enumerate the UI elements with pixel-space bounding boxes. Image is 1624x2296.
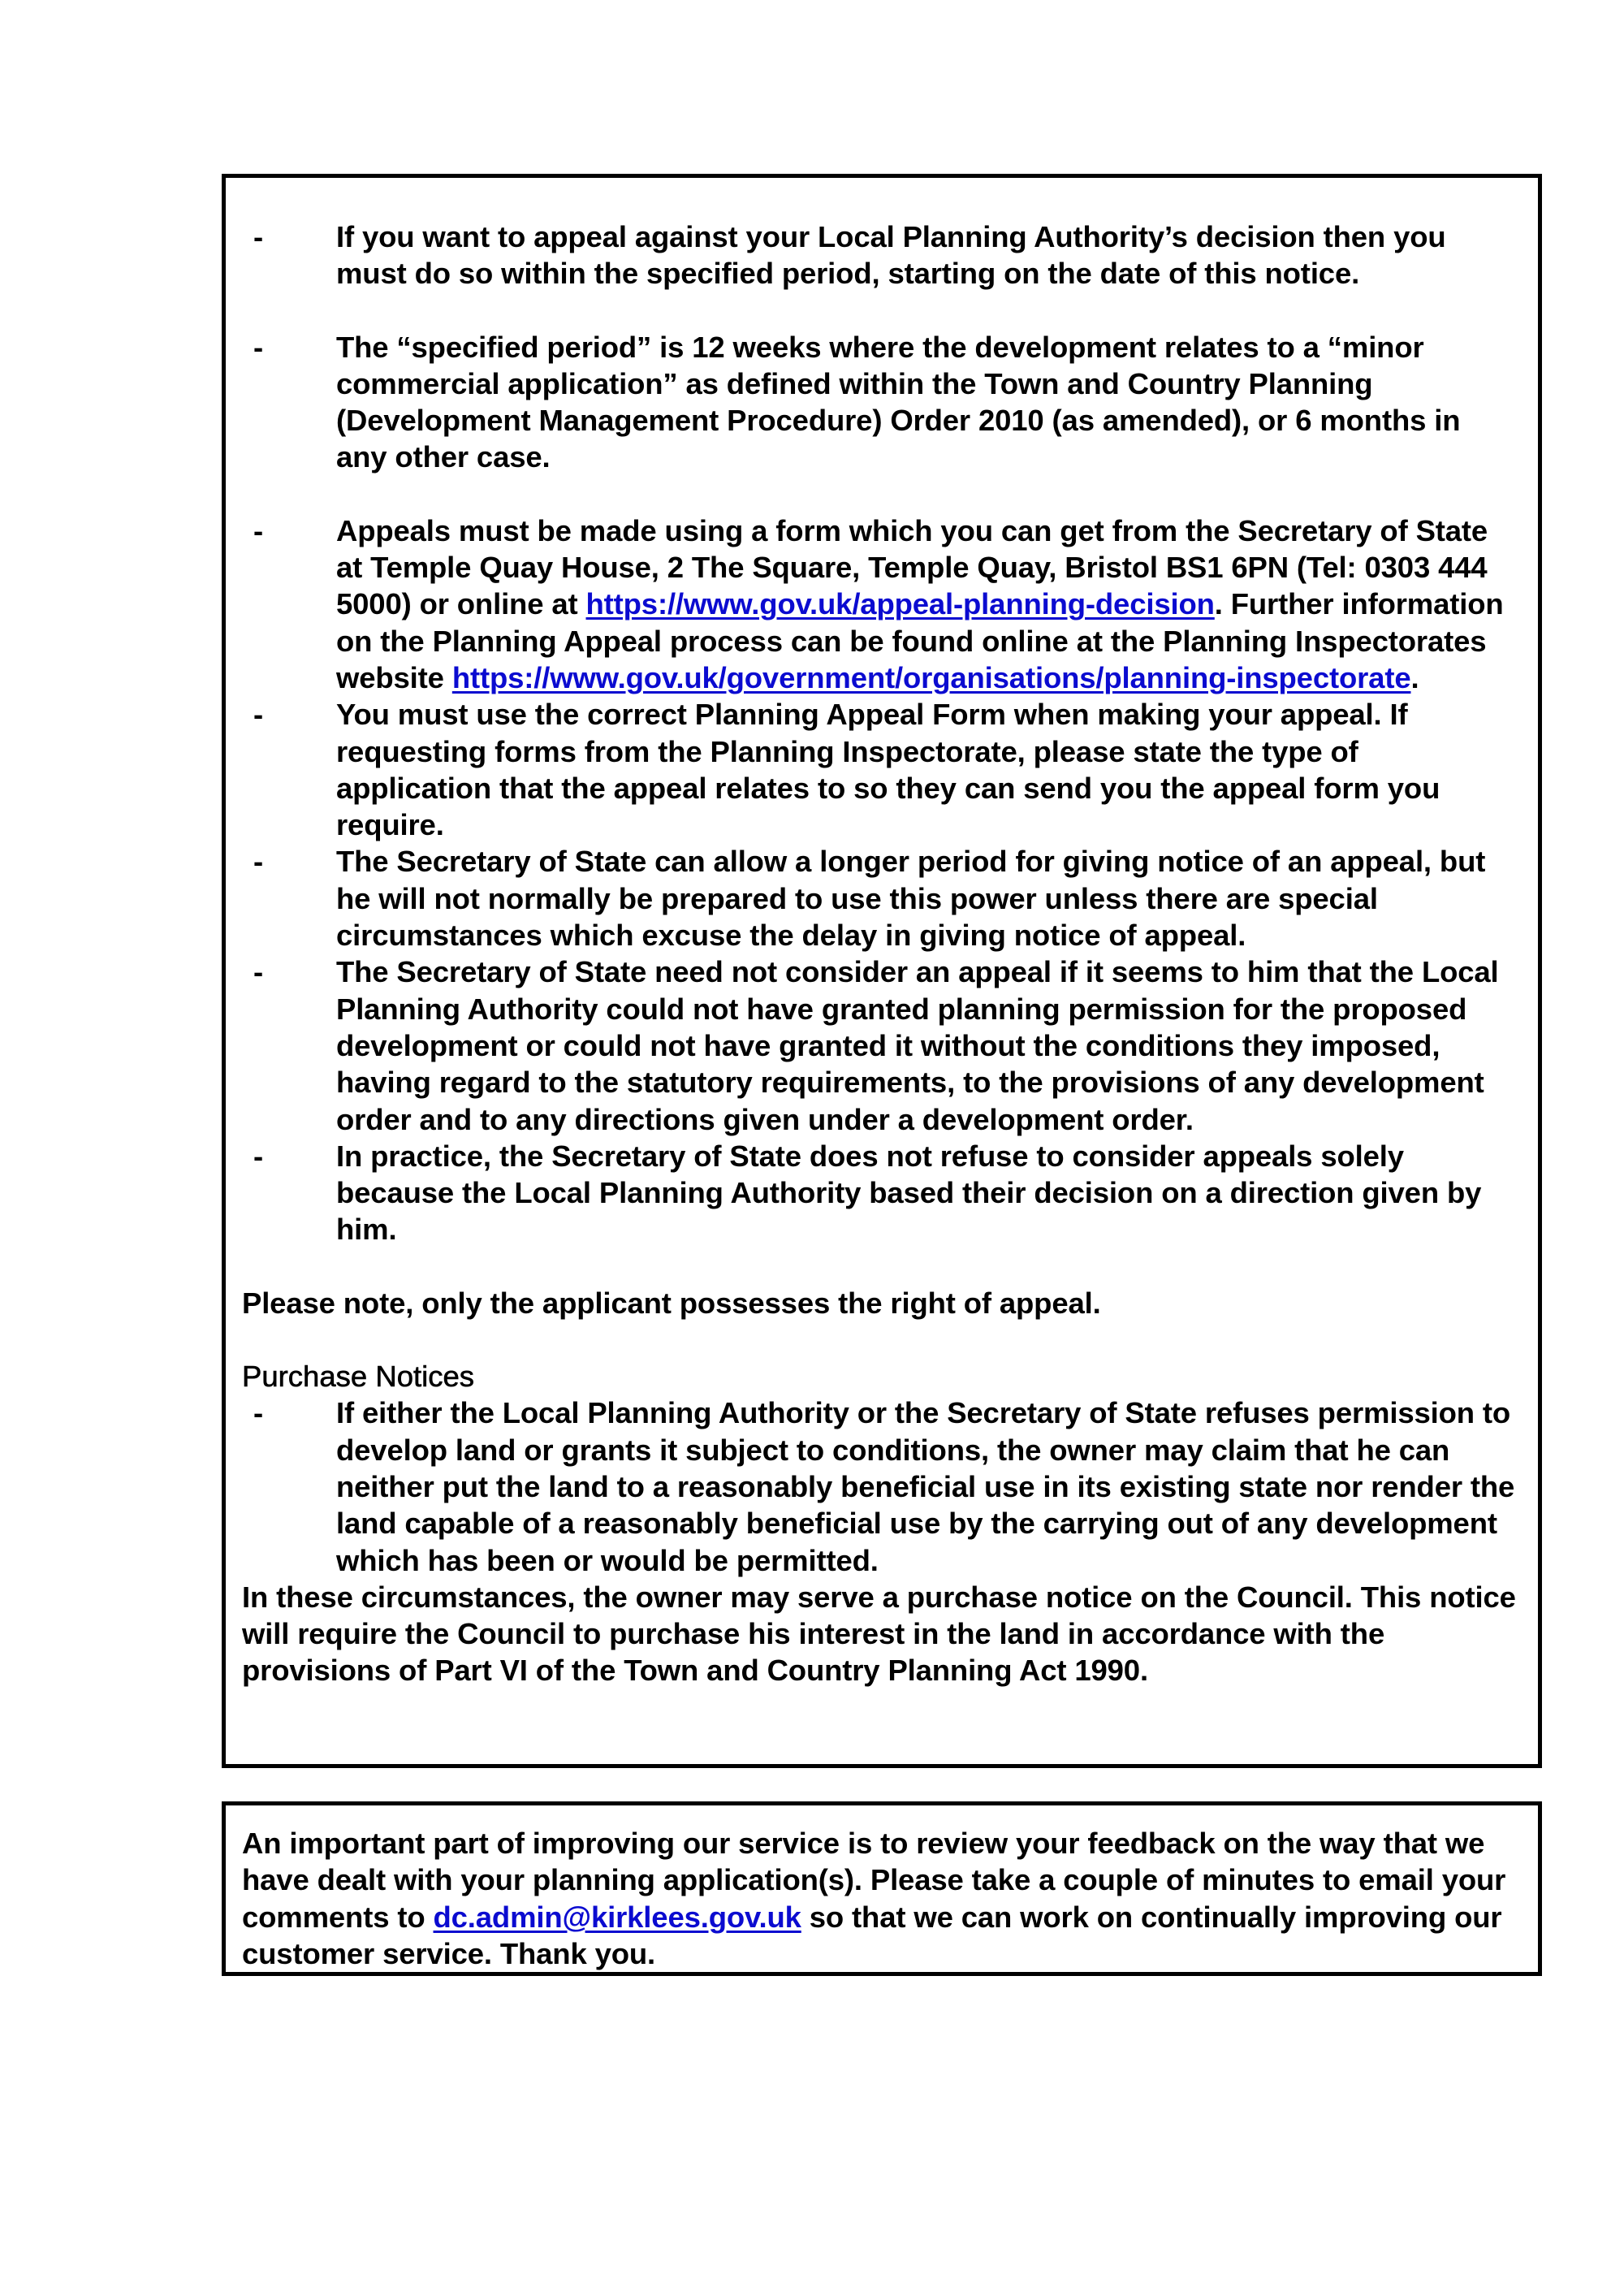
appeal-item-text: You must use the correct Planning Appeal Form when making your appeal. If requesting forms from the Planning Inspectorate, please state the type of application that the appeal relates to so they can send you the appeal form you require. xyxy=(336,698,1440,842)
appeal-item-text: The “specified period” is 12 weeks where the development relates to a “minor commercial application” as defined within the Town and Country Planning (Development Management Procedure) Order 2010 (as amended), or 6 months in any other case. xyxy=(336,330,1461,474)
bullet-dash: - xyxy=(253,220,264,253)
purchase-notice-item xyxy=(242,1394,1522,1578)
period-text: . xyxy=(1410,660,1419,694)
purchase-notices-heading: Purchase Notices xyxy=(242,1360,475,1394)
appeal-item-text: The Secretary of State can allow a longer period for giving notice of an appeal, but he will not normally be prepared to use this power unless there are special circumstances which excuse the delay in giving notice of appeal. xyxy=(336,845,1486,953)
feedback-box xyxy=(222,1801,1542,1976)
feedback-email-link[interactable]: dc.admin@kirklees.gov.uk xyxy=(433,1900,801,1934)
spacer xyxy=(242,1248,1522,1285)
appeal-item-need-not-consider xyxy=(242,953,1522,1137)
purchase-notice-text: If either the Local Planning Authority or the Secretary of State refuses permission to develop land or grants it subject to conditions, the owner may claim that he can neither put the land to a reasonably beneficial use in its existing state nor render the land capable of a reasonably beneficial use by the carrying out of any development which has been or would be permitted. xyxy=(336,1396,1515,1577)
bullet-dash: - xyxy=(253,955,264,989)
feedback-outro: so that we can work on continually improving our customer service. Thank you. xyxy=(242,1900,1502,1970)
feedback-text xyxy=(242,1825,1522,1972)
spacer xyxy=(242,292,1522,329)
appeal-item-longer-period xyxy=(242,843,1522,953)
appeal-item-correct-form xyxy=(242,696,1522,843)
appeal-item-in-practice xyxy=(242,1138,1522,1248)
feedback-intro: An important part of improving our service is to review your feedback on the way that we have dealt with your planning application(s). Please take a couple of minutes to email your comments to xyxy=(242,1827,1506,1934)
planning-inspectorate-link[interactable]: https://www.gov.uk/government/organisations/planning-inspectorate xyxy=(451,660,1411,694)
spacer xyxy=(242,476,1522,512)
appeal-item-text: In practice, the Secretary of State does not refuse to consider appeals solely because the Local Planning Authority based their decision on a direction given by him. xyxy=(336,1139,1482,1247)
applicant-note: Please note, only the applicant possesses the right of appeal. xyxy=(242,1286,1101,1320)
bullet-dash: - xyxy=(253,698,264,732)
appeal-item-form-source xyxy=(242,512,1522,696)
bullet-dash: - xyxy=(253,330,264,364)
appeal-item-text xyxy=(336,512,1522,696)
appeal-information-box xyxy=(222,174,1542,1768)
spacer xyxy=(242,1321,1522,1358)
appeal-item-text: If you want to appeal against your Local Planning Authority’s decision then you must do so within the specified period, starting on the date of this notice. xyxy=(336,220,1446,291)
bullet-dash: - xyxy=(253,845,264,879)
appeal-item-specified-period xyxy=(242,329,1522,476)
further-info-text: . Further information on the Planning Appeal process can be found online at the Planning Inspectorates website xyxy=(336,587,1504,694)
appeal-planning-decision-link[interactable]: https://www.gov.uk/appeal-planning-decision xyxy=(585,587,1215,621)
appeal-item-deadline xyxy=(242,218,1522,292)
appeal-form-text: Appeals must be made using a form which you can get from the Secretary of State at Temple Quay House, 2 The Square, Temple Quay, Bristol BS1 6PN (Tel: 0303 444 5000) or online at xyxy=(336,513,1488,621)
bullet-dash: - xyxy=(253,513,264,547)
appeal-item-text: The Secretary of State need not consider an appeal if it seems to him that the Local Planning Authority could not have granted planning permission for the proposed development or could not have granted it without the conditions they imposed, having regard to the statutory requirements, to the provisions of any development order and to any directions given under a development order. xyxy=(336,955,1499,1136)
bullet-dash: - xyxy=(253,1139,264,1173)
bullet-dash: - xyxy=(253,1396,264,1430)
purchase-notice-conclusion: In these circumstances, the owner may serve a purchase notice on the Council. This notice will require the Council to purchase his interest in the land in accordance with the provisions of Part VI of the Town and Country Planning Act 1990. xyxy=(242,1580,1516,1688)
